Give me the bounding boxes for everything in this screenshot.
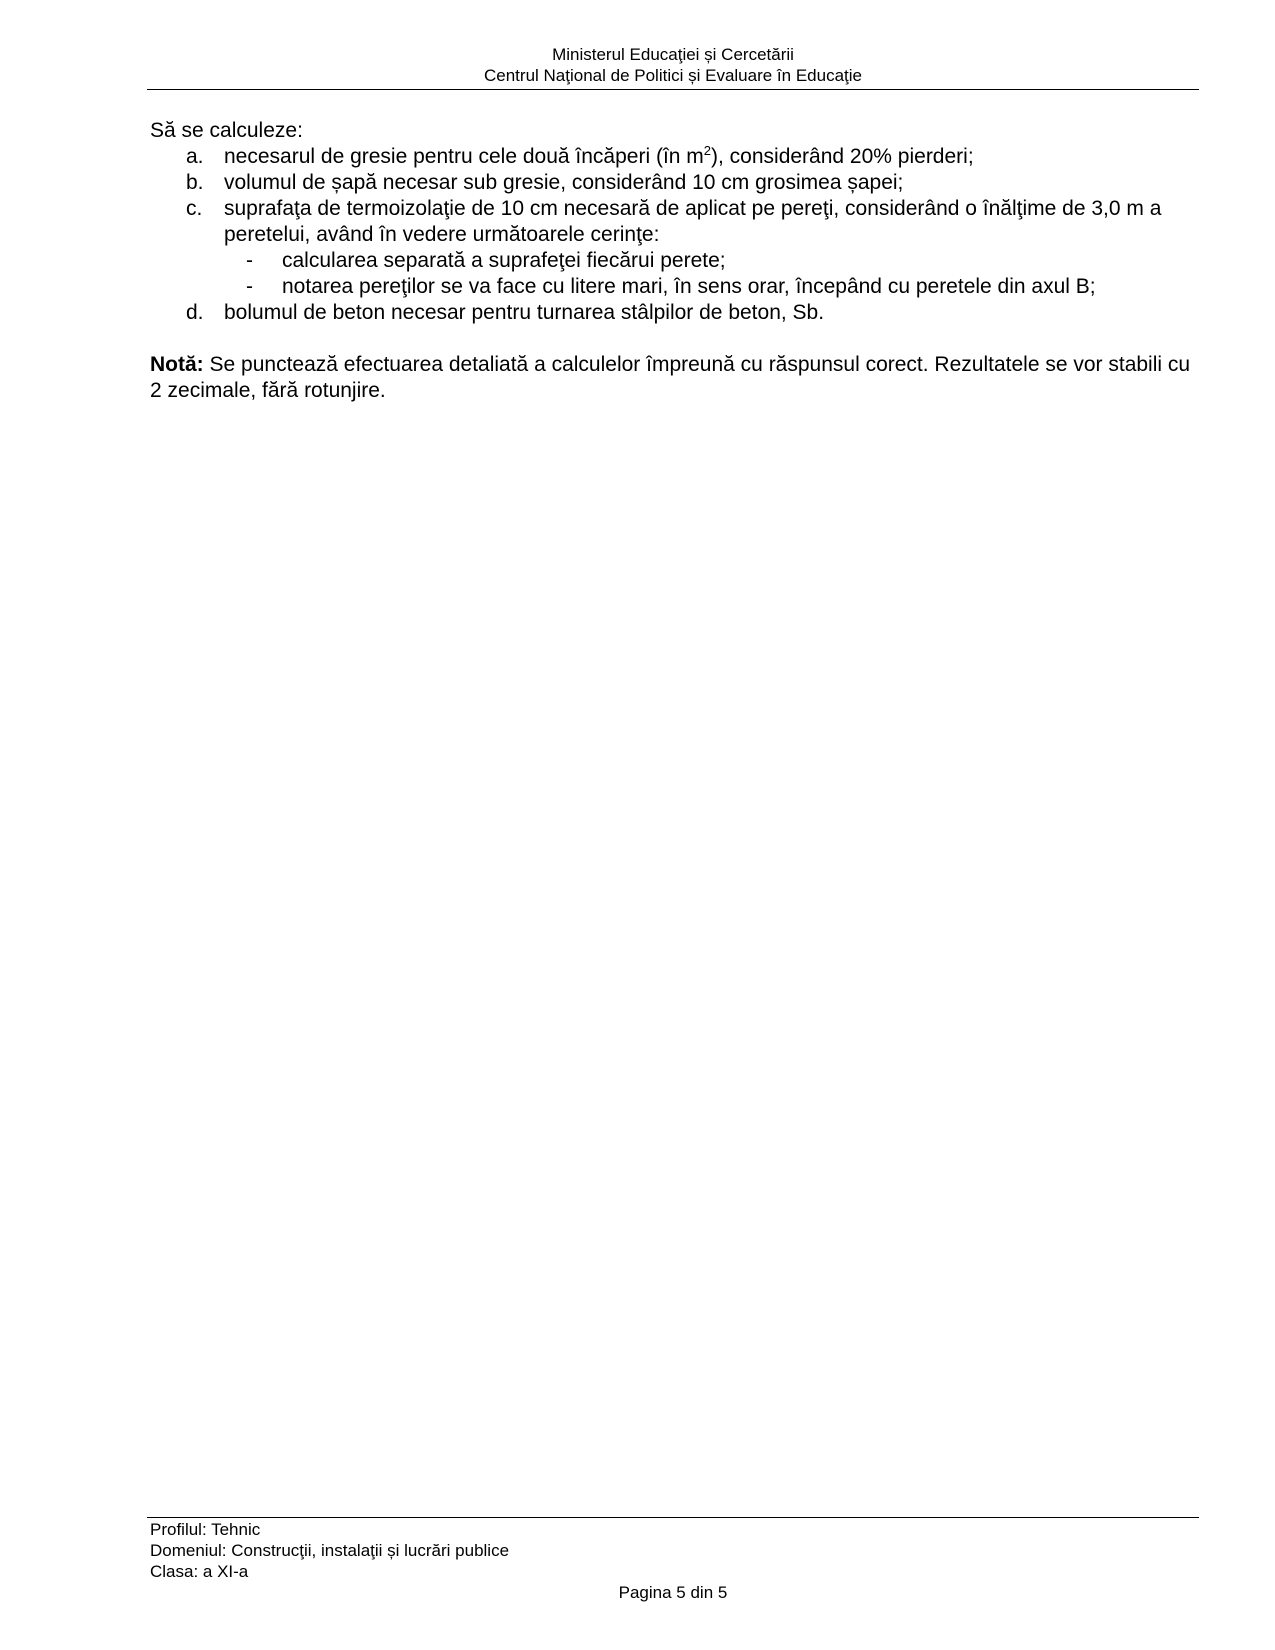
- footer-class: Clasa: a XI-a: [150, 1562, 249, 1581]
- item-text: bolumul de beton necesar pentru turnarea stâlpilor de beton, Sb.: [224, 301, 825, 324]
- dash-marker: -: [246, 275, 253, 298]
- sub-item-text: calcularea separată a suprafeţei fiecărui perete;: [282, 249, 726, 272]
- header-ministry: Ministerul Educaţiei și Cercetării: [552, 45, 794, 64]
- requirements-list: [150, 144, 1200, 326]
- footer-profile: Profilul: Tehnic: [150, 1520, 261, 1539]
- page-number: Pagina 5 din 5: [618, 1583, 728, 1602]
- note-text: Se punctează efectuarea detaliată a calculelor împreună cu răspunsul corect. Rezultatele se vor stabili cu 2 zecimale, fără rotunjire.: [150, 353, 1191, 402]
- item-text: volumul de șapă necesar sub gresie, considerând 10 cm grosimea șapei;: [224, 171, 904, 194]
- list-marker: c.: [186, 197, 203, 220]
- note-label: Notă:: [150, 353, 204, 376]
- list-item-a: [150, 144, 1200, 170]
- list-marker: a.: [186, 145, 204, 168]
- footer-domain: Domeniul: Construcţii, instalaţii și lucrări publice: [150, 1541, 510, 1560]
- item-text: suprafaţa de termoizolaţie de 10 cm necesară de aplicat pe pereţi, considerând o înălţime de 3,0 m a peretelui, având în vedere următoarele cerinţe:: [224, 197, 1162, 246]
- superscript: 2: [703, 143, 712, 158]
- item-text: necesarul de gresie pentru cele două încăperi (în m: [224, 145, 704, 168]
- item-text-continued: ), considerând 20% pierderi;: [711, 145, 974, 168]
- page-footer: [150, 1519, 509, 1582]
- sub-requirements-list: [224, 248, 1200, 300]
- list-marker: b.: [186, 171, 204, 194]
- list-item-b: [150, 170, 1200, 196]
- list-item-c: [150, 196, 1200, 300]
- intro-text: Să se calculeze:: [150, 119, 303, 142]
- dash-marker: -: [246, 249, 253, 272]
- list-item-d: [150, 300, 1200, 326]
- sub-item-text: notarea pereţilor se va face cu litere mari, în sens orar, începând cu peretele din axul B;: [282, 275, 1096, 298]
- sub-item: [224, 274, 1200, 300]
- page-header: [147, 44, 1199, 86]
- sub-item: [224, 248, 1200, 274]
- list-marker: d.: [186, 301, 204, 324]
- note-paragraph: [150, 352, 1200, 404]
- header-center: Centrul Naţional de Politici și Evaluare în Educaţie: [484, 66, 862, 85]
- main-content: [150, 118, 1200, 404]
- footer-divider: [147, 1517, 1199, 1518]
- header-divider: [147, 89, 1199, 90]
